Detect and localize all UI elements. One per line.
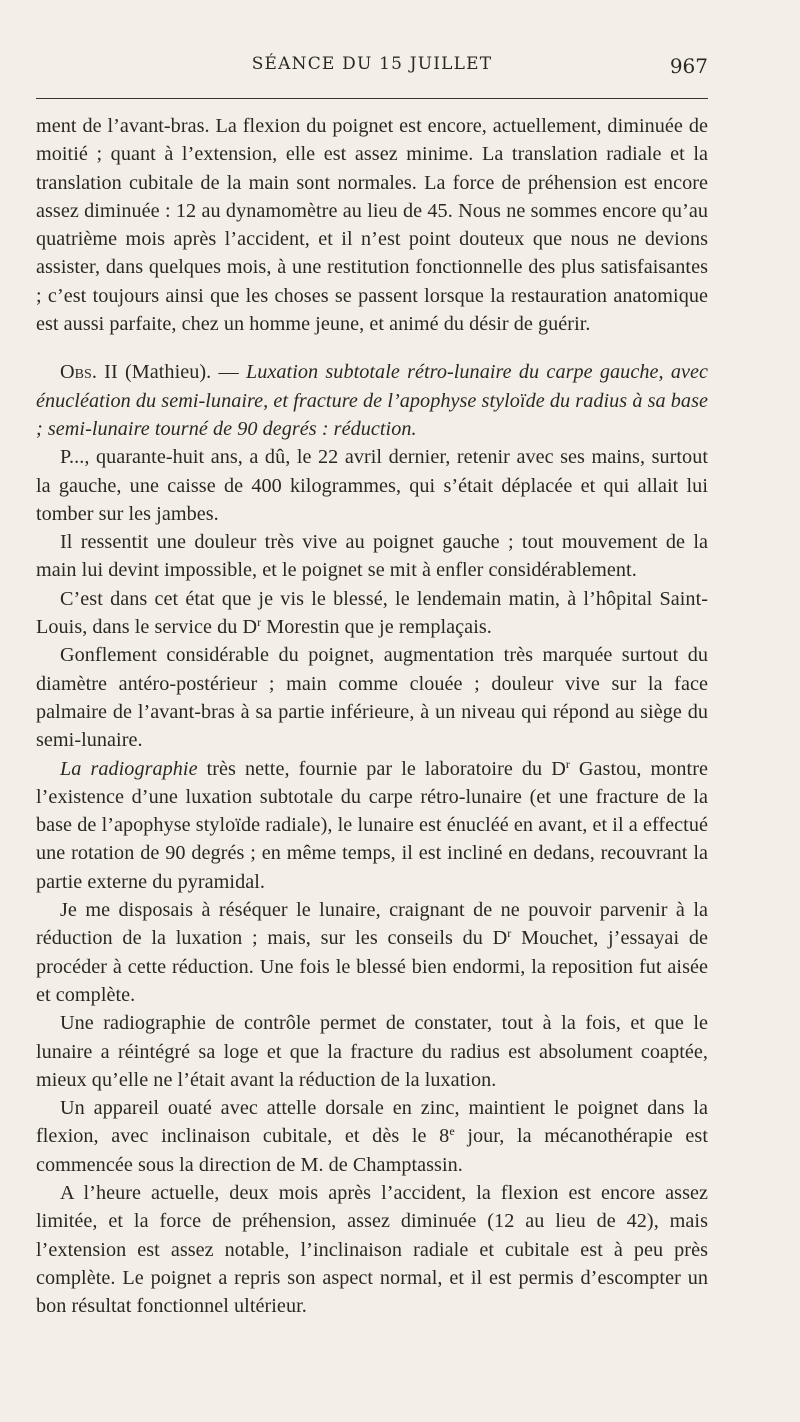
text-run: jour, la mécanothérapie est commencée sous la direction de M. de Champtassin.	[36, 1125, 708, 1176]
paragraph-admission	[36, 585, 708, 642]
paragraph-control: Une radiographie de contrôle permet de constater, tout à la fois, et que le lunaire a réintégré sa loge et que la fracture du radius est absolument coaptée, mieux qu’elle ne l’était avant la réduction de la luxation.	[36, 1012, 708, 1091]
superscript: r	[507, 926, 512, 941]
paragraph-continuation: ment de l’avant-bras. La flexion du poignet est encore, actuellement, diminuée de moitié ; quant à l’extension, elle est assez minime. La translation radiale et la translation cubitale de la main sont normales. La force de préhension est encore assez diminuée : 12 au dynamomètre au lieu de 45. Nous ne sommes encore qu’au quatrième mois après l’accident, et il n’est point douteux que nous ne devions assister, dans quelques mois, à une restitution fonctionnelle des plus satisfaisantes ; c’est toujours ainsi que les choses se passent lorsque la restauration anatomique est aussi parfaite, chez un homme jeune, et animé du désir de guérir.	[36, 115, 708, 336]
observation-label: Obs. II	[60, 361, 118, 384]
paragraph-outcome: A l’heure actuelle, deux mois après l’accident, la flexion est encore assez limitée, et la force de préhension, assez diminuée (12 au lieu de 42), mais l’extension est assez notable, l’inclinaison radiale et cubitale est à peu près complète. Le poignet a repris son aspect normal, et il est permis d’escompter un bon résultat fonctionnel ultérieur.	[36, 1181, 708, 1318]
text-run: Un appareil ouaté avec attelle dorsale en zinc, maintient le poignet dans la flexion, avec inclinaison cubitale, et dès le 8	[36, 1097, 708, 1148]
observation-patient: (Mathieu). —	[124, 361, 239, 384]
superscript: r	[565, 756, 570, 771]
paragraph-treatment	[36, 1094, 708, 1179]
header-rule	[36, 98, 708, 99]
paragraph-history: P..., quarante-huit ans, a dû, le 22 avril dernier, retenir avec ses mains, surtout la gauche, une caisse de 400 kilogrammes, qui s’était déplacée et qui allait lui tomber sur les jambes.	[36, 446, 708, 525]
paragraph-examination: Gonflement considérable du poignet, augmentation très marquée surtout du diamètre antéro-postérieur ; main comme clouée ; douleur vive sur la face palmaire de l’avant-bras à sa partie inférieure, à un niveau qui répond au siège du semi-lunaire.	[36, 644, 708, 752]
body-text	[36, 112, 708, 1320]
superscript: e	[449, 1124, 455, 1139]
text-run: Mouchet, j’essayai de procéder à cette réduction. Une fois le blessé bien endormi, la reposition fut aisée et complète.	[36, 927, 708, 1006]
superscript: r	[257, 615, 262, 630]
italic-run: La radiographie	[60, 757, 198, 780]
observation-title: Luxation subtotale rétro-lunaire du carpe gauche, avec énucléation du semi-lunaire, et fracture de l’apophyse styloïde du radius à sa base ; semi-lunaire tourné de 90 degrés : réduction.	[36, 361, 708, 440]
observation-heading	[36, 358, 708, 443]
text-run: Morestin que je remplaçais.	[261, 616, 492, 639]
page-number: 967	[669, 54, 708, 78]
text-run: C’est dans cet état que je vis le blessé, le lendemain matin, à l’hôpital Saint-Louis, dans le service du D	[36, 587, 708, 639]
text-run: très nette, fournie par le laboratoire du D	[197, 757, 566, 780]
paragraph-symptoms: Il ressentit une douleur très vive au poignet gauche ; tout mouvement de la main lui devint impossible, et le poignet se mit à enfler considérablement.	[36, 531, 708, 582]
text-run: Je me disposais à réséquer le lunaire, craignant de ne pouvoir parvenir à la réduction de la luxation ; mais, sur les conseils du D	[36, 899, 708, 950]
paragraph-radiography	[36, 755, 708, 896]
paragraph-reduction	[36, 896, 708, 1009]
section-gap	[36, 338, 708, 358]
running-header	[36, 54, 708, 84]
running-title: SÉANCE DU 15 JUILLET	[251, 54, 493, 74]
text-run: Gastou, montre l’existence d’une luxation subtotale du carpe rétro-lunaire (et une fracture de la base de l’apophyse styloïde radiale), le lunaire est énucléé en avant, et il a effectué une rotation de 90 degrés ; en même temps, il est incliné en dedans, recouvrant la partie externe du pyramidal.	[36, 757, 709, 893]
